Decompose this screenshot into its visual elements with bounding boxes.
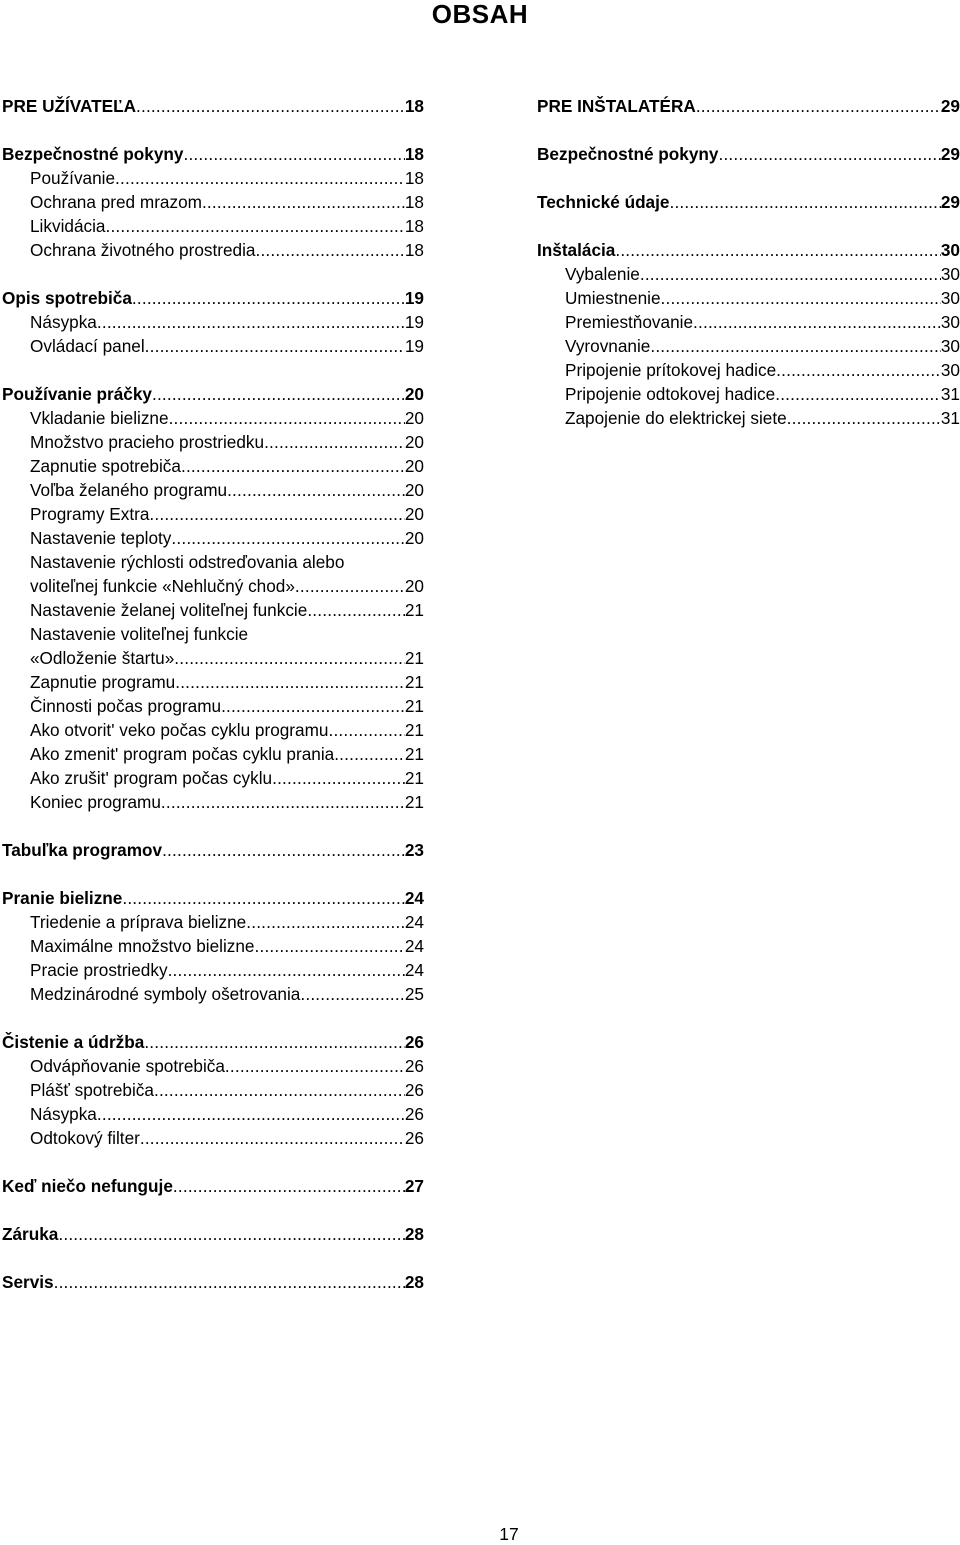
toc-entry-nastavenie-rychlosti-odstredovania-alebo	[2, 550, 424, 574]
toc-spacer	[2, 358, 424, 382]
dot-leader	[787, 406, 941, 430]
dot-leader	[115, 166, 405, 190]
toc-entry-likvidacia	[2, 214, 424, 238]
toc-entry-text: Medzinárodné symboly ošetrovania	[30, 984, 301, 1004]
toc-entry-page-number: 20	[404, 384, 424, 404]
toc-entry-page-number: 29	[940, 96, 960, 116]
toc-entry-page-number: 18	[404, 96, 424, 116]
toc-entry-umiestnenie	[537, 286, 960, 310]
toc-spacer	[2, 1006, 424, 1030]
toc-entry-text: Umiestnenie	[565, 288, 661, 308]
toc-section-bezpecnostne-pokyny	[537, 142, 960, 166]
toc-entry-page-number: 30	[940, 336, 960, 356]
toc-entry-volitelnej-funkcie-nehlucny-chod	[2, 574, 424, 598]
toc-entry-ochrana-zivotneho-prostredia	[2, 238, 424, 262]
toc-entry-text: Nastavenie teploty	[30, 528, 172, 548]
toc-entry-page-number: 20	[404, 432, 424, 452]
dot-leader	[173, 1174, 405, 1198]
dot-leader	[255, 238, 404, 262]
page-title: OBSAH	[431, 0, 529, 29]
dot-leader	[221, 694, 405, 718]
toc-entry-page-number: 21	[404, 648, 424, 668]
toc-entry-page-number: 21	[404, 744, 424, 764]
dot-leader	[669, 190, 940, 214]
dot-leader	[136, 94, 405, 118]
toc-entry-nasypka	[2, 310, 424, 334]
toc-entry-text: Pranie bielizne	[2, 888, 123, 908]
toc-entry-page-number: 27	[404, 1176, 424, 1196]
dot-leader	[202, 190, 405, 214]
toc-entry-page-number: 31	[940, 384, 960, 404]
toc-entry-text: Likvidácia	[30, 216, 106, 236]
toc-entry-text: Používanie práčky	[2, 384, 152, 404]
toc-section-opis-spotrebica	[2, 286, 424, 310]
toc-entry-page-number: 21	[404, 672, 424, 692]
toc-right-column	[537, 94, 960, 430]
dot-leader	[183, 142, 404, 166]
dot-leader	[661, 286, 941, 310]
dot-leader	[225, 1054, 405, 1078]
dot-leader	[718, 142, 940, 166]
toc-entry-text: Nastavenie želanej voliteľnej funkcie	[30, 600, 308, 620]
toc-entry-text: Ako otvorit' veko počas cyklu programu	[30, 720, 329, 740]
toc-entry-text: Odtokový filter	[30, 1128, 140, 1148]
toc-entry-mnozstvo-pracieho-prostriedku	[2, 430, 424, 454]
toc-entry-text: Násypka	[30, 1104, 97, 1124]
toc-entry-page-number: 19	[404, 288, 424, 308]
toc-entry-pripojenie-pritokovej-hadice	[537, 358, 960, 382]
toc-entry-text: Pracie prostriedky	[30, 960, 168, 980]
toc-entry-odtokovy-filter	[2, 1126, 424, 1150]
toc-section-ked-nieco-nefunguje	[2, 1174, 424, 1198]
toc-entry-text: Množstvo pracieho prostriedku	[30, 432, 265, 452]
dot-leader	[272, 766, 405, 790]
toc-entry-text: PRE INŠTALATÉRA	[537, 96, 696, 116]
toc-entry-zapojenie-do-elektrickej-siete	[537, 406, 960, 430]
dot-leader	[169, 406, 405, 430]
toc-entry-vybalenie	[537, 262, 960, 286]
toc-entry-page-number: 25	[404, 984, 424, 1004]
toc-entry-page-number: 19	[404, 336, 424, 356]
toc-section-tabulka-programov	[2, 838, 424, 862]
dot-leader	[328, 718, 404, 742]
toc-spacer	[2, 1246, 424, 1270]
toc-entry-page-number: 21	[404, 720, 424, 740]
dot-leader	[650, 334, 941, 358]
toc-entry-text: Voľba želaného programu	[30, 480, 228, 500]
toc-entry-page-number: 20	[404, 408, 424, 428]
toc-entry-text: Pripojenie odtokovej hadice	[565, 384, 776, 404]
dot-leader	[255, 934, 405, 958]
toc-entry-koniec-programu	[2, 790, 424, 814]
toc-entry-page-number: 24	[404, 912, 424, 932]
toc-spacer	[2, 262, 424, 286]
toc-entry-odlozenie-startu	[2, 646, 424, 670]
toc-entry-zapnutie-programu	[2, 670, 424, 694]
dot-leader	[97, 310, 405, 334]
toc-entry-page-number: 18	[404, 216, 424, 236]
dot-leader	[334, 742, 405, 766]
dot-leader	[97, 1102, 405, 1126]
toc-entry-text: Plášť spotrebiča	[30, 1080, 154, 1100]
toc-entry-page-number: 21	[404, 792, 424, 812]
toc-entry-text: Ochrana životného prostredia	[30, 240, 256, 260]
dot-leader	[175, 670, 405, 694]
toc-entry-text: Pripojenie prítokovej hadice	[565, 360, 777, 380]
toc-entry-page-number: 18	[404, 192, 424, 212]
toc-entry-text: Servis	[2, 1272, 54, 1292]
dot-leader	[640, 262, 941, 286]
toc-entry-text: «Odloženie štartu»	[30, 648, 175, 668]
toc-entry-triedenie-a-priprava-bielizne	[2, 910, 424, 934]
page-number: 17	[499, 1524, 519, 1544]
toc-entry-volba-zelaneho-programu	[2, 478, 424, 502]
toc-entry-nastavenie-volitelnej-funkcie	[2, 622, 424, 646]
dot-leader	[145, 334, 405, 358]
toc-entry-pracie-prostriedky	[2, 958, 424, 982]
toc-entry-page-number: 26	[404, 1128, 424, 1148]
toc-entry-page-number: 21	[404, 696, 424, 716]
dot-leader	[161, 790, 405, 814]
dot-leader	[775, 382, 941, 406]
toc-entry-page-number: 21	[404, 600, 424, 620]
dot-leader	[122, 886, 405, 910]
toc-entry-premiestnovanie	[537, 310, 960, 334]
toc-entry-zapnutie-spotrebica	[2, 454, 424, 478]
toc-section-instalacia	[537, 238, 960, 262]
toc-entry-page-number: 30	[940, 360, 960, 380]
toc-entry-vkladanie-bielizne	[2, 406, 424, 430]
toc-entry-ovladaci-panel	[2, 334, 424, 358]
toc-entry-text: Používanie	[30, 168, 116, 188]
toc-spacer	[2, 862, 424, 886]
toc-entry-page-number: 20	[404, 504, 424, 524]
toc-entry-page-number: 18	[404, 240, 424, 260]
toc-entry-text: Triedenie a príprava bielizne	[30, 912, 247, 932]
toc-entry-text: Nastavenie voliteľnej funkcie	[30, 624, 249, 644]
toc-entry-maximalne-mnozstvo-bielizne	[2, 934, 424, 958]
toc-entry-cinnosti-pocas-programu	[2, 694, 424, 718]
toc-entry-page-number: 26	[404, 1032, 424, 1052]
dot-leader	[144, 1030, 405, 1054]
toc-entry-text: Koniec programu	[30, 792, 161, 812]
dot-leader	[181, 454, 405, 478]
toc-entry-programy-extra	[2, 502, 424, 526]
toc-entry-text: Vyrovnanie	[565, 336, 651, 356]
toc-entry-text: Premiestňovanie	[565, 312, 694, 332]
toc-entry-plast-spotrebica	[2, 1078, 424, 1102]
toc-spacer	[537, 214, 960, 238]
dot-leader	[168, 958, 405, 982]
toc-entry-text: Ochrana pred mrazom	[30, 192, 202, 212]
toc-section-pre-uzivatela	[2, 94, 424, 118]
dot-leader	[776, 358, 941, 382]
toc-entry-page-number: 19	[404, 312, 424, 332]
toc-entry-vyrovnanie	[537, 334, 960, 358]
toc-entry-page-number: 20	[404, 576, 424, 596]
toc-entry-page-number: 30	[940, 312, 960, 332]
toc-spacer	[2, 814, 424, 838]
toc-entry-text: Maximálne množstvo bielizne	[30, 936, 255, 956]
toc-spacer	[2, 118, 424, 142]
toc-entry-page-number: 20	[404, 528, 424, 548]
toc-section-bezpecnostne-pokyny	[2, 142, 424, 166]
toc-entry-page-number: 24	[404, 936, 424, 956]
dot-leader	[105, 214, 404, 238]
dot-leader	[693, 310, 941, 334]
dot-leader	[58, 1222, 405, 1246]
toc-entry-page-number: 24	[404, 888, 424, 908]
toc-spacer	[537, 166, 960, 190]
toc-entry-text: Bezpečnostné pokyny	[2, 144, 184, 164]
dot-leader	[171, 526, 404, 550]
dot-leader	[696, 94, 941, 118]
toc-entry-page-number: 20	[404, 456, 424, 476]
toc-entry-text: Násypka	[30, 312, 97, 332]
toc-entry-nastavenie-teploty	[2, 526, 424, 550]
toc-entry-page-number: 23	[404, 840, 424, 860]
dot-leader	[615, 238, 941, 262]
toc-entry-page-number: 29	[940, 192, 960, 212]
toc-entry-page-number: 29	[940, 144, 960, 164]
toc-section-technicke-udaje	[537, 190, 960, 214]
toc-entry-text: Opis spotrebiča	[2, 288, 132, 308]
toc-entry-text: Zapnutie programu	[30, 672, 176, 692]
toc-entry-medzinarodne-symboly-osetrovania	[2, 982, 424, 1006]
dot-leader	[152, 382, 405, 406]
dot-leader	[300, 982, 405, 1006]
toc-entry-text: PRE UŽÍVATEĽA	[2, 96, 136, 116]
toc-entry-text: Ako zrušit' program počas cyklu	[30, 768, 273, 788]
toc-entry-page-number: 26	[404, 1104, 424, 1124]
toc-entry-text: Ako zmenit' program počas cyklu prania	[30, 744, 335, 764]
toc-entry-text: Bezpečnostné pokyny	[537, 144, 719, 164]
toc-entry-ako-zrusit-program-pocas-cyklu	[2, 766, 424, 790]
toc-spacer	[2, 1198, 424, 1222]
toc-entry-page-number: 31	[940, 408, 960, 428]
toc-entry-page-number: 26	[404, 1056, 424, 1076]
toc-entry-text: Záruka	[2, 1224, 59, 1244]
toc-entry-text: Zapojenie do elektrickej siete	[565, 408, 787, 428]
dot-leader	[174, 646, 405, 670]
toc-entry-pouzivanie	[2, 166, 424, 190]
toc-entry-text: Odvápňovanie spotrebiča	[30, 1056, 225, 1076]
dot-leader	[54, 1270, 405, 1294]
toc-entry-page-number: 30	[940, 240, 960, 260]
toc-section-pouzivanie-pracky	[2, 382, 424, 406]
toc-entry-text: Vkladanie bielizne	[30, 408, 169, 428]
toc-entry-page-number: 28	[404, 1272, 424, 1292]
toc-entry-text: Zapnutie spotrebiča	[30, 456, 181, 476]
dot-leader	[140, 1126, 405, 1150]
toc-entry-ochrana-pred-mrazom	[2, 190, 424, 214]
toc-entry-nasypka	[2, 1102, 424, 1126]
toc-entry-pripojenie-odtokovej-hadice	[537, 382, 960, 406]
toc-entry-text: voliteľnej funkcie «Nehlučný chod»	[30, 576, 295, 596]
dot-leader	[162, 838, 405, 862]
toc-entry-page-number: 30	[940, 264, 960, 284]
toc-entry-page-number: 21	[404, 768, 424, 788]
toc-entry-odvapnovanie-spotrebica	[2, 1054, 424, 1078]
toc-entry-page-number: 28	[404, 1224, 424, 1244]
dot-leader	[149, 502, 404, 526]
toc-entry-page-number: 18	[404, 144, 424, 164]
toc-section-servis	[2, 1270, 424, 1294]
toc-entry-text: Inštalácia	[537, 240, 616, 260]
toc-entry-text: Keď niečo nefunguje	[2, 1176, 173, 1196]
toc-entry-text: Vybalenie	[565, 264, 640, 284]
toc-left-column	[2, 94, 424, 1294]
dot-leader	[307, 598, 405, 622]
toc-entry-page-number: 20	[404, 480, 424, 500]
toc-section-pre-instalatera	[537, 94, 960, 118]
dot-leader	[246, 910, 405, 934]
toc-entry-nastavenie-zelanej-volitelnej-funkcie	[2, 598, 424, 622]
toc-spacer	[2, 1150, 424, 1174]
toc-entry-text: Nastavenie rýchlosti odstreďovania alebo	[30, 552, 345, 572]
toc-spacer	[537, 118, 960, 142]
toc-entry-text: Činnosti počas programu	[30, 696, 222, 716]
toc-section-cistenie-a-udrzba	[2, 1030, 424, 1054]
dot-leader	[132, 286, 405, 310]
toc-entry-page-number: 30	[940, 288, 960, 308]
toc-entry-ako-otvorit-veko-pocas-cyklu-programu	[2, 718, 424, 742]
toc-entry-ako-zmenit-program-pocas-cyklu-prania	[2, 742, 424, 766]
toc-section-zaruka	[2, 1222, 424, 1246]
toc-entry-text: Technické údaje	[537, 192, 670, 212]
toc-entry-page-number: 24	[404, 960, 424, 980]
toc-section-pranie-bielizne	[2, 886, 424, 910]
toc-entry-text: Ovládací panel	[30, 336, 145, 356]
toc-entry-text: Čistenie a údržba	[2, 1032, 145, 1052]
toc-entry-page-number: 26	[404, 1080, 424, 1100]
dot-leader	[154, 1078, 405, 1102]
toc-entry-text: Tabuľka programov	[2, 840, 163, 860]
toc-entry-page-number: 18	[404, 168, 424, 188]
toc-entry-text: Programy Extra	[30, 504, 150, 524]
dot-leader	[295, 574, 405, 598]
dot-leader	[264, 430, 405, 454]
dot-leader	[227, 478, 405, 502]
